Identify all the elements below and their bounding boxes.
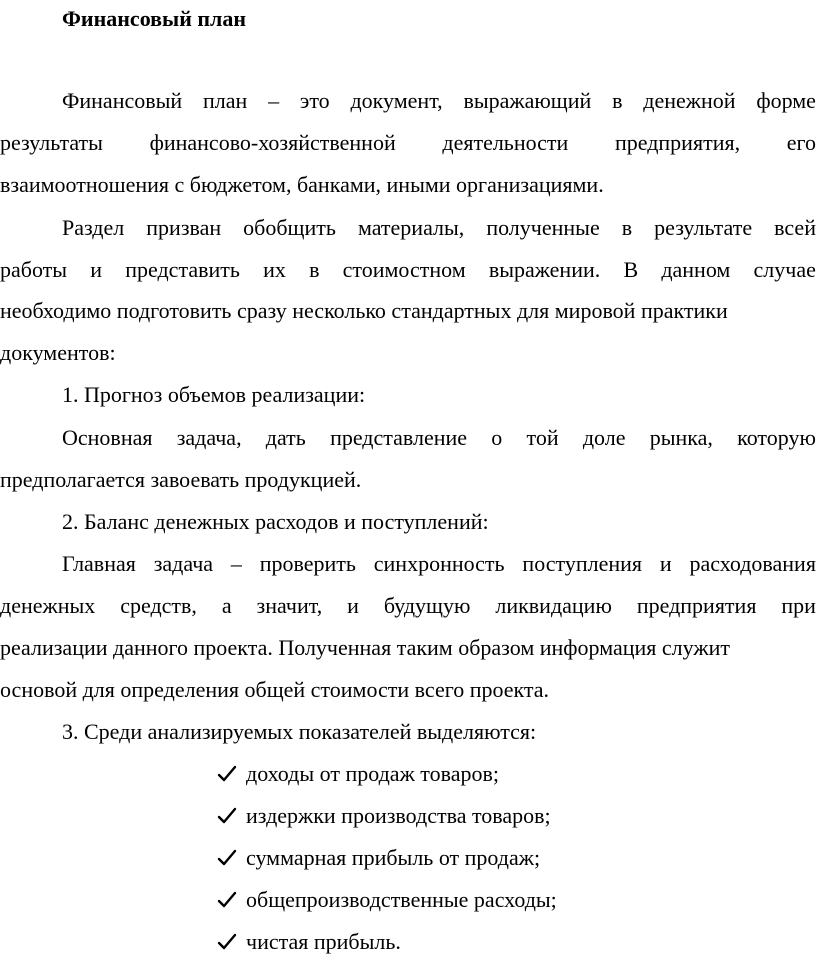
word: в: [309, 257, 320, 282]
word: его: [786, 130, 816, 155]
word: доле: [582, 425, 626, 450]
word: при: [781, 593, 816, 618]
word: выражающий: [463, 88, 592, 113]
bullet-text: издержки производства товаров;: [246, 803, 551, 828]
word: финансово-хозяйственной: [149, 130, 396, 155]
word: представить: [125, 257, 240, 282]
word: их: [263, 257, 286, 282]
bullet-text: суммарная прибыль от продаж;: [246, 845, 541, 870]
checkmark-icon: [216, 889, 238, 911]
p1-line-3: взаимоотношения с бюджетом, банками, иными организациями.: [0, 172, 604, 197]
word: всей: [774, 215, 816, 240]
word: денежных: [0, 593, 96, 618]
word: это: [299, 88, 330, 113]
word: –: [230, 551, 242, 576]
list-item-2-heading: 2. Баланс денежных расходов и поступлений:: [62, 509, 489, 534]
word: а: [221, 593, 232, 618]
checkmark-icon: [216, 805, 238, 827]
word: синхронность: [373, 551, 505, 576]
word: призван: [146, 215, 222, 240]
word: поступления: [522, 551, 643, 576]
word: полученные: [486, 215, 600, 240]
word: представление: [330, 425, 468, 450]
word: и: [347, 593, 359, 618]
word: деятельности: [442, 130, 569, 155]
p4-line-3: реализации данного проекта. Полученная таким образом информация служит: [0, 635, 730, 660]
bullet-item: [216, 887, 557, 913]
document-title: Финансовый план: [62, 6, 247, 31]
word: которую: [737, 425, 816, 450]
word: значит,: [256, 593, 323, 618]
word: Основная: [62, 425, 153, 450]
word: задача,: [176, 425, 242, 450]
word: той: [526, 425, 559, 450]
word: В: [623, 257, 639, 282]
word: рынка,: [649, 425, 713, 450]
word: документ,: [350, 88, 443, 113]
bullet-text: общепроизводственные расходы;: [246, 887, 557, 912]
word: расходования: [689, 551, 816, 576]
word: предприятия,: [614, 130, 741, 155]
word: результате: [654, 215, 753, 240]
word: Главная: [62, 551, 136, 576]
word: проверить: [259, 551, 356, 576]
word: и: [659, 551, 672, 576]
word: в: [612, 88, 623, 113]
word: задача: [153, 551, 214, 576]
p4-line-4: основой для определения общей стоимости всего проекта.: [0, 677, 550, 702]
p2-line-1: [62, 215, 816, 241]
word: в: [621, 215, 633, 240]
p3-line-1: [62, 425, 816, 451]
word: будущую: [383, 593, 471, 618]
p2-line-4: документов:: [0, 340, 116, 365]
bullet-item: [216, 929, 401, 955]
p2-line-2: [0, 257, 816, 283]
checkmark-icon: [216, 847, 238, 869]
bullet-text: доходы от продаж товаров;: [246, 761, 499, 786]
word: денежной: [643, 88, 736, 113]
word: Раздел: [62, 215, 125, 240]
word: ликвидацию: [495, 593, 612, 618]
word: форме: [756, 88, 816, 113]
bullet-text: чистая прибыль.: [246, 929, 401, 954]
p4-line-2: [0, 593, 816, 619]
word: предприятия: [636, 593, 757, 618]
list-item-3-heading: 3. Среди анализируемых показателей выделяются:: [62, 719, 537, 744]
word: –: [268, 88, 280, 113]
bullet-item: [216, 803, 551, 829]
word: материалы,: [357, 215, 465, 240]
word: дать: [265, 425, 306, 450]
word: о: [491, 425, 503, 450]
p3-line-2: предполагается завоевать продукцией.: [0, 467, 362, 492]
word: данном: [661, 257, 731, 282]
checkmark-icon: [216, 763, 238, 785]
bullet-item: [216, 761, 499, 787]
checkmark-icon: [216, 931, 238, 953]
word: выражении.: [488, 257, 601, 282]
list-item-1-heading: 1. Прогноз объемов реализации:: [62, 382, 366, 407]
word: результаты: [0, 130, 103, 155]
word: и: [90, 257, 103, 282]
p1-line-2: [0, 130, 816, 156]
p4-line-1: [62, 551, 816, 577]
word: обобщить: [243, 215, 336, 240]
word: средств,: [120, 593, 197, 618]
bullet-item: [216, 845, 540, 871]
p1-line-1: [62, 88, 816, 114]
word: Финансовый: [62, 88, 183, 113]
word: план: [202, 88, 248, 113]
word: случае: [753, 257, 816, 282]
word: работы: [0, 257, 68, 282]
word: стоимостном: [342, 257, 466, 282]
p2-line-3: необходимо подготовить сразу несколько стандартных для мировой практики: [0, 298, 728, 323]
